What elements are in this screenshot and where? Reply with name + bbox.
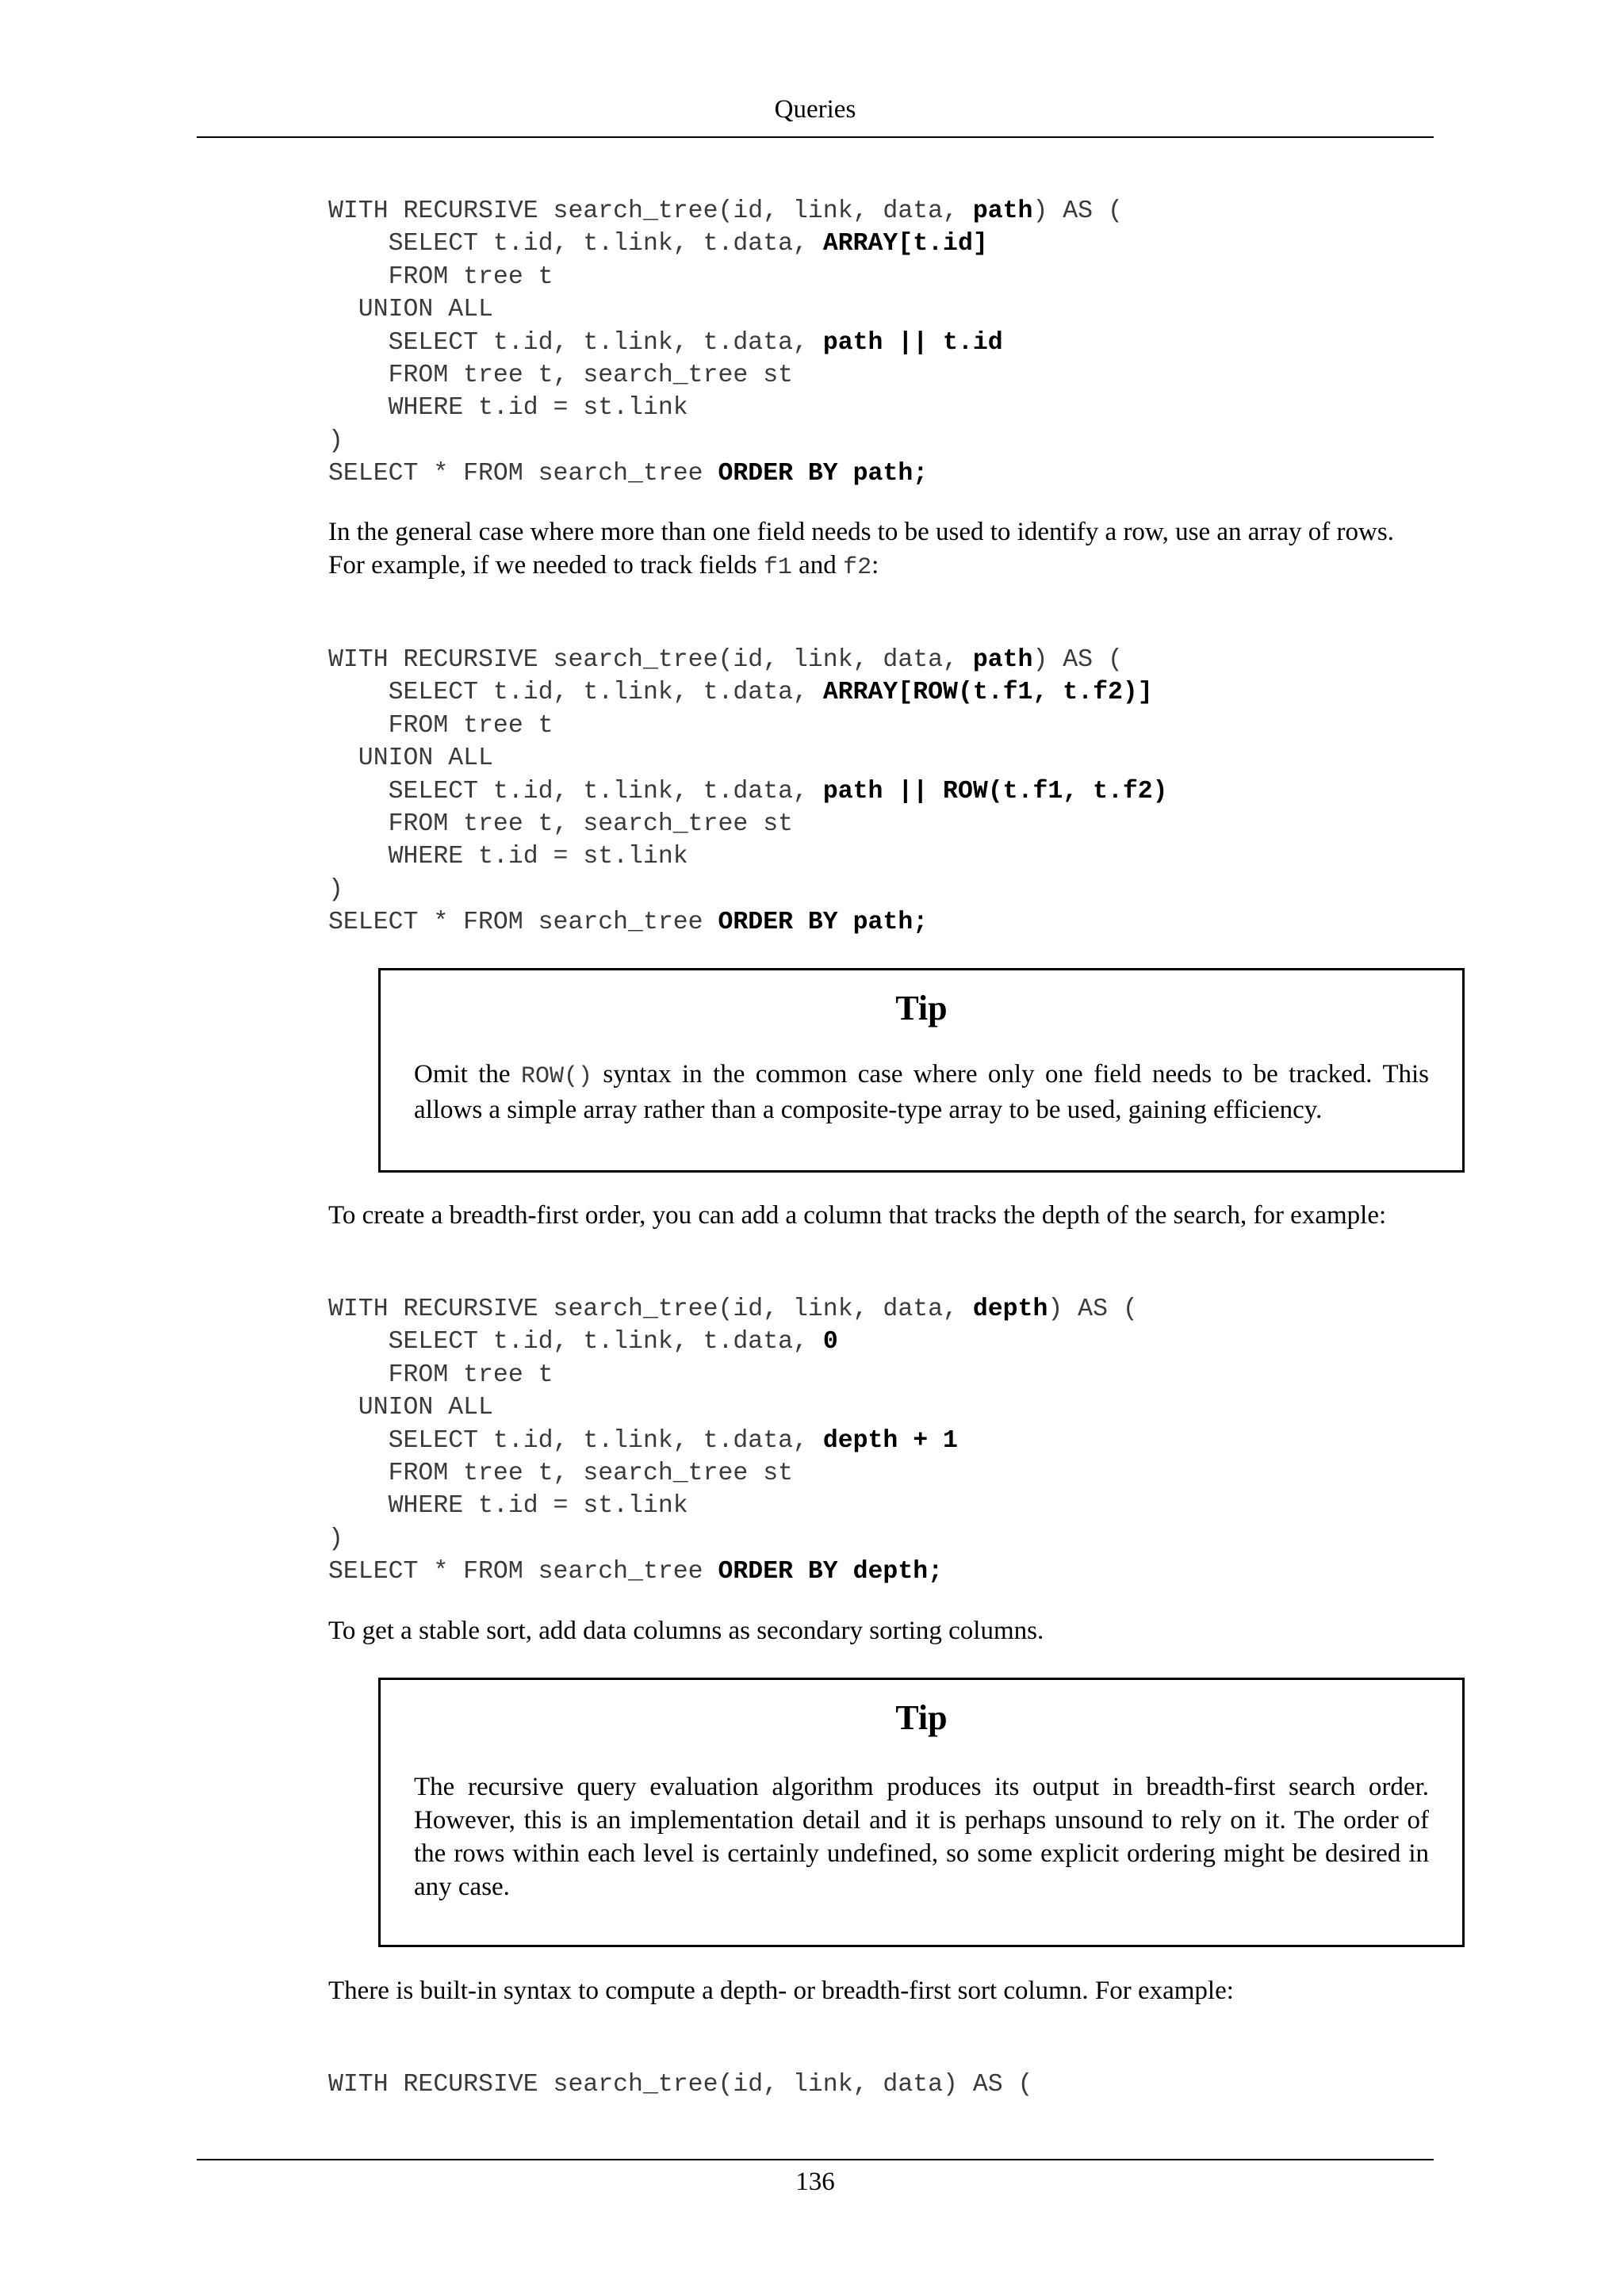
code-text: SELECT t.id, t.link, t.data,: [328, 328, 823, 357]
code-text: WHERE t.id = st.link: [328, 1492, 688, 1521]
tip-box-row-syntax: [378, 968, 1465, 1173]
code-line: [328, 1460, 793, 1487]
code-line: [328, 1558, 943, 1586]
code-line: [328, 1492, 688, 1520]
tip-title: Tip: [895, 1698, 948, 1737]
code-emphasis: depth + 1: [822, 1426, 958, 1455]
code-line: [328, 1295, 1138, 1323]
code-text: ) AS (: [1032, 646, 1123, 674]
text-run: There is built-in syntax to compute a depth- or breadth-first sort column. For example:: [328, 1976, 1234, 2005]
code-line: [328, 230, 988, 258]
code-emphasis: 0: [822, 1328, 838, 1357]
code-block-depth: [328, 1293, 1138, 1589]
header-rule: [197, 136, 1434, 138]
code-text: WITH RECURSIVE search_tree(id, link, data,: [328, 1295, 973, 1323]
code-line: [328, 909, 928, 936]
code-line: [328, 394, 688, 422]
code-text: SELECT t.id, t.link, t.data,: [328, 1426, 823, 1455]
code-text: WHERE t.id = st.link: [328, 843, 688, 871]
code-line: [328, 197, 1123, 225]
code-line: [328, 329, 1003, 357]
text-run: syntax in the common case where only one field needs to be tracked. This allows a simple array rather than a composite-type array to be used, gaining efficiency.: [414, 1060, 1429, 1124]
code-text: FROM tree t: [328, 711, 553, 740]
code-line: [328, 646, 1123, 674]
code-text: FROM tree t, search_tree st: [328, 810, 793, 839]
code-text: FROM tree t, search_tree st: [328, 1460, 793, 1488]
code-text: ) AS (: [1048, 1295, 1138, 1323]
code-line: [328, 263, 553, 291]
code-block-row-array: [328, 644, 1168, 939]
running-header: Queries: [774, 95, 856, 124]
code-line: [328, 362, 793, 389]
code-block-path-array: [328, 195, 1123, 491]
code-text: WITH RECURSIVE search_tree(id, link, data,: [328, 646, 973, 674]
code-line: [328, 460, 928, 488]
tip-title: Tip: [895, 989, 948, 1027]
text-run: :: [871, 551, 879, 580]
code-line: [328, 1328, 838, 1356]
footer-rule: [197, 2159, 1434, 2160]
code-line: [328, 1361, 553, 1389]
paragraph-built-in-syntax: [328, 1974, 1435, 2007]
code-line: [328, 843, 688, 871]
code-line: [328, 427, 343, 455]
code-text: ): [328, 875, 343, 904]
code-text: ): [328, 427, 343, 455]
text-run: In the general case where more than one field needs to be used to identify a row, use an array of rows. For example, if we needed to track fields: [328, 518, 1394, 580]
code-text: WITH RECURSIVE search_tree(id, link, data,: [328, 197, 973, 225]
code-emphasis: depth: [972, 1295, 1048, 1323]
tip-text: [414, 1058, 1429, 1127]
paragraph-stable-sort: [328, 1614, 1435, 1647]
code-line: [328, 296, 493, 323]
code-emphasis: ARRAY[t.id]: [822, 230, 988, 258]
tip-text: [414, 1770, 1429, 1904]
code-text: WITH RECURSIVE search_tree(id, link, data) AS (: [328, 2071, 1033, 2099]
text-run: Omit the: [414, 1060, 521, 1089]
code-emphasis: path || ROW(t.f1, t.f2): [822, 777, 1168, 806]
text-run: To create a breadth-first order, you can add a column that tracks the depth of the search, for example:: [328, 1201, 1387, 1230]
code-text: WHERE t.id = st.link: [328, 394, 688, 423]
code-line: [328, 876, 343, 904]
code-text: FROM tree t: [328, 262, 553, 291]
code-text: UNION ALL: [328, 296, 493, 324]
inline-code: f1: [763, 554, 792, 581]
paragraph-array-of-rows: [328, 515, 1435, 584]
code-line: [328, 744, 493, 772]
code-emphasis: ORDER BY depth;: [718, 1558, 944, 1586]
code-emphasis: ORDER BY path;: [718, 909, 929, 937]
code-text: UNION ALL: [328, 744, 493, 773]
code-text: SELECT * FROM search_tree: [328, 1558, 718, 1586]
code-text: SELECT * FROM search_tree: [328, 909, 718, 937]
code-emphasis: ORDER BY path;: [718, 460, 929, 488]
text-run: To get a stable sort, add data columns as secondary sorting columns.: [328, 1617, 1044, 1645]
code-emphasis: path: [972, 646, 1033, 674]
code-text: SELECT t.id, t.link, t.data,: [328, 679, 823, 707]
code-text: SELECT t.id, t.link, t.data,: [328, 1328, 823, 1357]
code-line: [328, 810, 793, 838]
tip-box-evaluation-order: [378, 1678, 1465, 1947]
code-text: ) AS (: [1032, 197, 1123, 225]
code-text: UNION ALL: [328, 1394, 493, 1422]
code-text: SELECT t.id, t.link, t.data,: [328, 777, 823, 806]
page-number: 136: [795, 2168, 835, 2196]
code-line: [328, 1525, 343, 1553]
code-emphasis: path || t.id: [822, 328, 1003, 357]
text-run: The recursive query evaluation algorithm produces its output in breadth-first search order. However, this is an implementation detail and it is perhaps unsound to rely on it. The order of the rows within each level is certainly undefined, so some explicit ordering might be desired in any case.: [414, 1773, 1429, 1901]
code-line: [328, 2071, 1032, 2099]
code-text: ): [328, 1525, 343, 1553]
paragraph-breadth-first: [328, 1199, 1435, 1232]
inline-code: ROW(): [520, 1063, 592, 1090]
code-line: [328, 679, 1153, 706]
code-text: FROM tree t, search_tree st: [328, 362, 793, 390]
code-block-search-tree-start: [328, 2068, 1032, 2101]
inline-code: f2: [843, 554, 872, 581]
code-text: FROM tree t: [328, 1360, 553, 1389]
code-line: [328, 1394, 493, 1422]
code-emphasis: ARRAY[ROW(t.f1, t.f2)]: [822, 679, 1153, 707]
code-emphasis: path: [972, 197, 1033, 225]
code-line: [328, 778, 1168, 806]
code-line: [328, 712, 553, 740]
code-text: SELECT * FROM search_tree: [328, 460, 718, 488]
text-run: and: [791, 551, 844, 580]
code-line: [328, 1427, 958, 1455]
code-text: SELECT t.id, t.link, t.data,: [328, 230, 823, 258]
